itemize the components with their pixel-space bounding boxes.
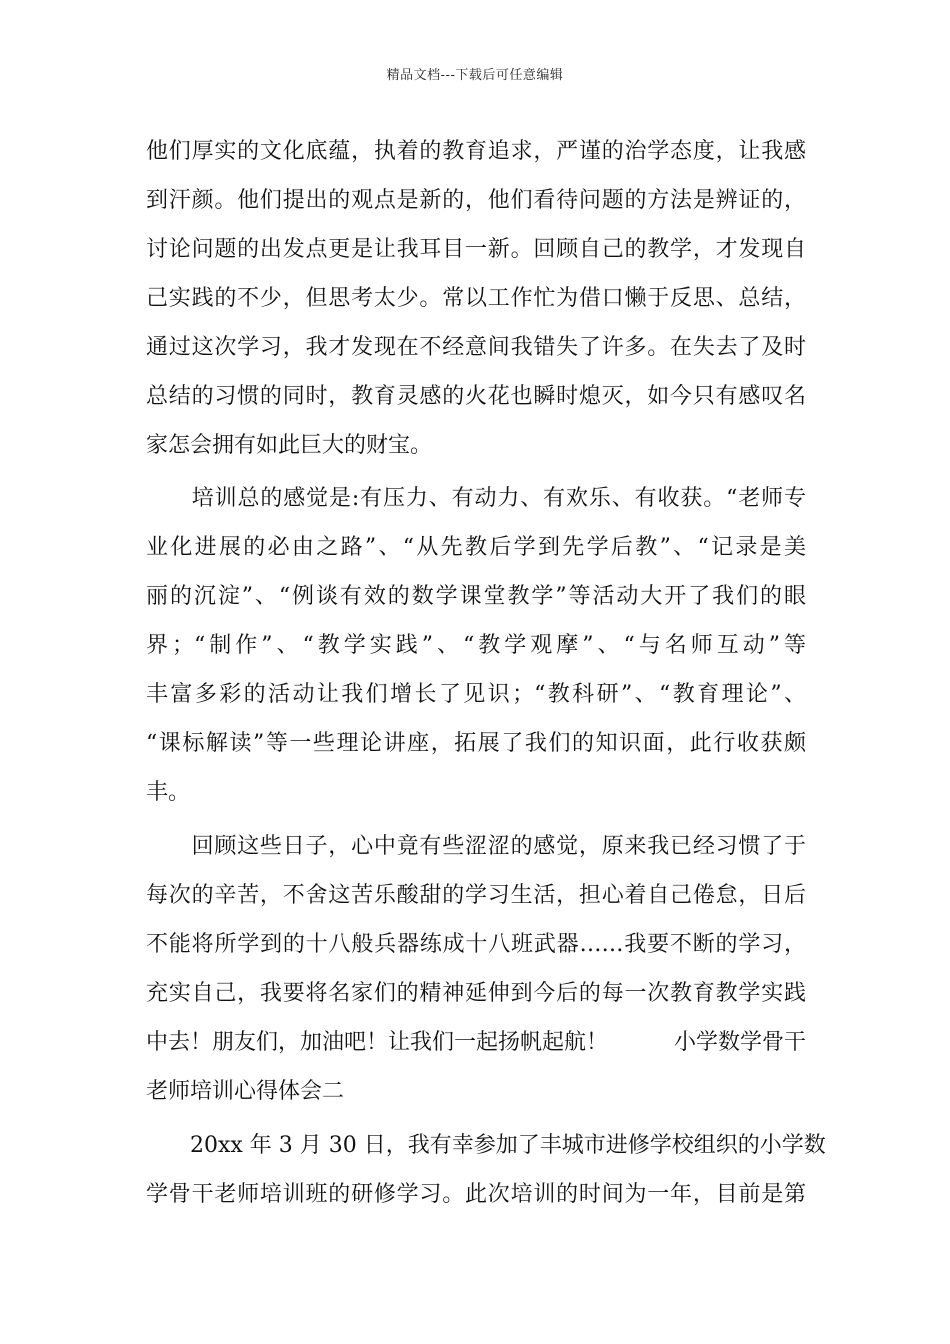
paragraph-1-line-3: 讨论问题的出发点更是让我耳目一新。回顾自己的教学，才发现自 [146,237,806,262]
page-header: 精品文档---下载后可任意编辑 [386,68,564,83]
paragraph-3-line-2: 每次的辛苦，不舍这苦乐酸甜的学习生活，担心着自己倦怠，日后 [146,883,806,908]
paragraph-2-line-5: 丰富多彩的活动让我们增长了见识；“教科研”、“教育理论”、 [146,682,806,707]
paragraph-1-line-5: 通过这次学习，我才发现在不经意间我错失了许多。在失去了及时 [146,335,806,360]
paragraph-1-line-6: 总结的习惯的同时，教育灵感的火花也瞬时熄灭，如今只有感叹名 [146,384,806,409]
paragraph-1-line-7: 家怎会拥有如此巨大的财宝。 [146,433,433,458]
paragraph-2-line-3: 丽的沉淀”、“例谈有效的数学课堂教学”等活动大开了我们的眼 [146,584,806,609]
paragraph-1-line-2: 到汗颜。他们提出的观点是新的，他们看待问题的方法是辨证的， [146,188,806,213]
paragraph-1-line-1: 他们厚实的文化底蕴，执着的教育追求，严谨的治学态度，让我感 [146,139,806,164]
paragraph-4-line-1: 20xx 年 3 月 30 日，我有幸参加了丰城市进修学校组织的小学数 [146,1133,826,1158]
paragraph-3-line-5: 中去！朋友们，加油吧！让我们一起扬帆起航！ 小学数学骨干 [146,1030,807,1055]
paragraph-1-line-4: 己实践的不少，但思考太少。常以工作忙为借口懒于反思、总结， [146,286,806,311]
paragraph-3-line-6: 老师培训心得体会二 [146,1079,345,1104]
paragraph-3-line-1: 回顾这些日子，心中竟有些涩涩的感觉，原来我已经习惯了于 [146,834,806,859]
paragraph-2-line-2: 业化进展的必由之路”、“从先教后学到先学后教”、“记录是美 [146,535,806,560]
paragraph-2-line-6: “课标解读”等一些理论讲座，拓展了我们的知识面，此行收获颇 [146,731,806,756]
paragraph-3-line-4: 充实自己，我要将名家们的精神延伸到今后的每一次教育教学实践 [146,981,806,1006]
paragraph-4-line-2: 学骨干老师培训班的研修学习。此次培训的时间为一年，目前是第 [146,1182,806,1207]
paragraph-3-line-3: 不能将所学到的十八般兵器练成十八班武器……我要不断的学习， [146,932,806,957]
paragraph-2-line-4: 界；“制作”、“教学实践”、“教学观摩”、“与名师互动”等 [146,633,806,658]
paragraph-2-line-1: 培训总的感觉是:有压力、有动力、有欢乐、有收获。“老师专 [146,486,806,511]
paragraph-2-line-7: 丰。 [146,780,191,805]
